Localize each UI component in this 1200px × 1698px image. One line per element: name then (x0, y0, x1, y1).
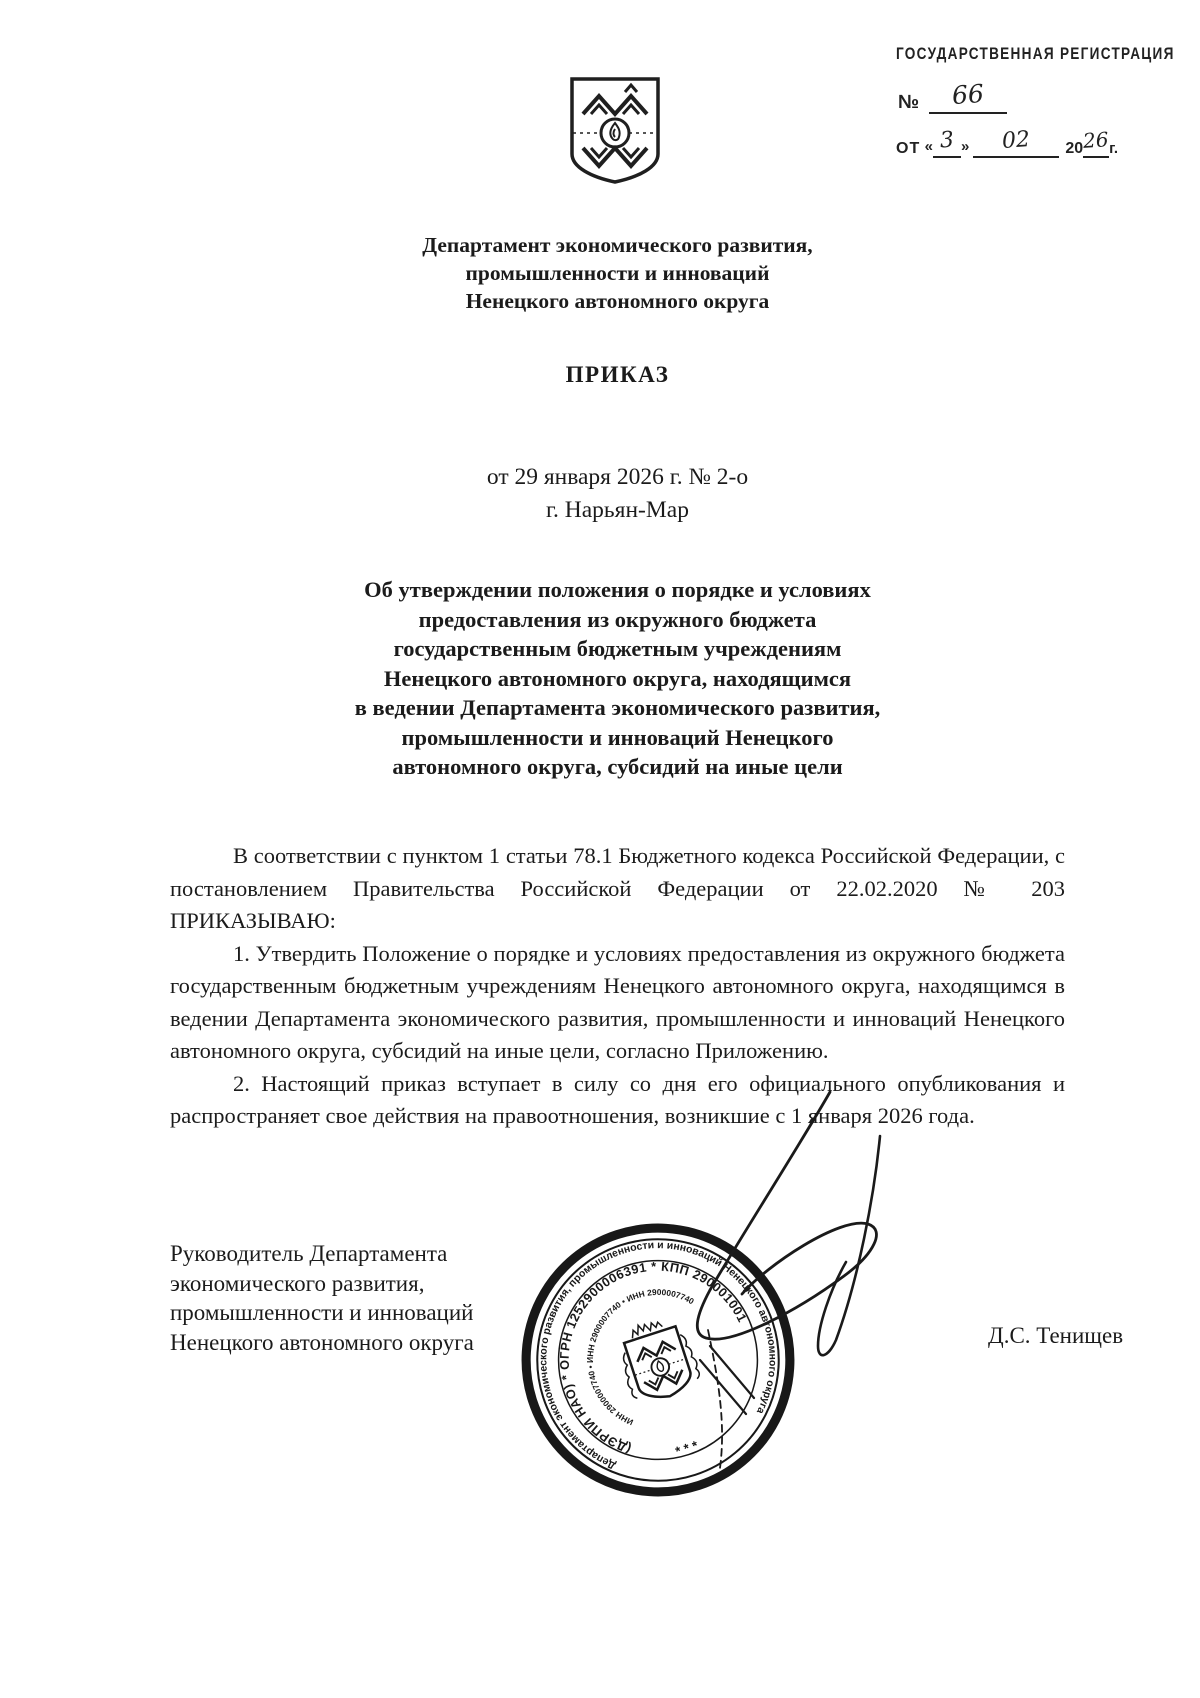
registration-month-line (973, 127, 1059, 158)
registration-number-label: № (898, 92, 920, 113)
close-quote: » (961, 138, 970, 155)
subject-line: Ненецкого автономного округа, находящимся (383, 665, 852, 691)
subject-heading (170, 575, 1065, 782)
registration-month-value: 02 (1001, 127, 1032, 154)
registration-number-row (898, 78, 1007, 114)
body-paragraph: 2. Настоящий приказ вступает в силу со дня его официального опубликования и распространяет свое действия на правоотношения, возникшие с 1 января 2026 года. (170, 1070, 1065, 1128)
registration-number-line (929, 78, 1007, 114)
signature-hatch-1 (700, 1360, 746, 1414)
registration-day-value: 3 (939, 127, 955, 154)
registration-number-value: 66 (951, 78, 986, 111)
coat-of-arms-icon (565, 76, 665, 186)
signer-name: Д.С. Тенищев (988, 1323, 1124, 1348)
signer-position-line: Ненецкого автономного округа (170, 1329, 474, 1355)
open-quote: « (924, 138, 934, 155)
seal-ring-text: (ДЭРПИ НАО) * ОГРН 1252900006391 * КПП 290001001 (557, 1259, 750, 1456)
signer-position-line: Руководитель Департамента (170, 1241, 448, 1266)
registration-year-prefix: 20 (1065, 140, 1084, 157)
doc-date-line: от 29 января 2026 г. № 2-о (486, 464, 749, 490)
arms-flame (610, 123, 619, 140)
registration-stamp-title: ГОСУДАРСТВЕННАЯ РЕГИСТРАЦИЯ (896, 44, 1175, 63)
org-name (170, 231, 1065, 315)
subject-line: государственным бюджетным учреждениям (393, 636, 842, 661)
registration-date-row (896, 127, 1119, 158)
handwritten-signature (648, 1078, 908, 1478)
subject-line: автономного округа, субсидий на иные цели (392, 754, 843, 779)
subject-line: промышленности и инноваций Ненецкого (401, 724, 834, 750)
body-text (170, 840, 1065, 1133)
signer-position-line: промышленности и инноваций (170, 1300, 474, 1325)
seal-stars: * * * (673, 1437, 700, 1459)
org-name-line: Ненецкого автономного округа (465, 289, 770, 313)
signature-right-stroke (818, 1136, 880, 1355)
registration-stamp (896, 44, 1196, 174)
subject-line: в ведении Департамента экономического развития, (354, 695, 881, 720)
body-paragraph: В соответствии с пунктом 1 статьи 78.1 Бюджетного кодекса Российской Федерации, с постановлением Правительства Российской Федерации от 22.02.2020 № 203 ПРИКАЗЫВАЮ: (170, 843, 1065, 933)
body-paragraph: 1. Утвердить Положение о порядке и условиях предоставления из окружного бюджета государственным бюджетным учреждениям Ненецкого автономного округа, находящимся в ведении Департамента экономического развития, промышленности и инноваций Ненецкого автономного округа, субсидий на иные цели, согласно Приложению. (170, 940, 1065, 1063)
registration-day-line (933, 127, 961, 158)
registration-date-label: ОТ (896, 140, 921, 157)
registration-year-suffix: г. (1109, 140, 1119, 157)
org-name-line: Департамент экономического развития, (422, 233, 813, 257)
seal-org-text: Департамент экономического развития, промышленности и инноваций Ненецкого автономного округа (538, 1240, 778, 1471)
registration-year-value: 26 (1082, 127, 1110, 153)
subject-line: предоставления из окружного бюджета (418, 606, 817, 632)
seal-inn-text: ИНН 2900007740 • ИНН 2900007740 • ИНН 2900007740 (585, 1286, 696, 1428)
doc-type-title: ПРИКАЗ (565, 362, 670, 387)
signer-position-line: экономического развития, (170, 1270, 425, 1296)
org-name-line: промышленности и инноваций (465, 261, 770, 285)
registration-year-line (1082, 127, 1110, 158)
subject-line: Об утверждении положения о порядке и условиях (364, 577, 871, 602)
doc-city-line: г. Нарьян-Мар (546, 497, 689, 523)
